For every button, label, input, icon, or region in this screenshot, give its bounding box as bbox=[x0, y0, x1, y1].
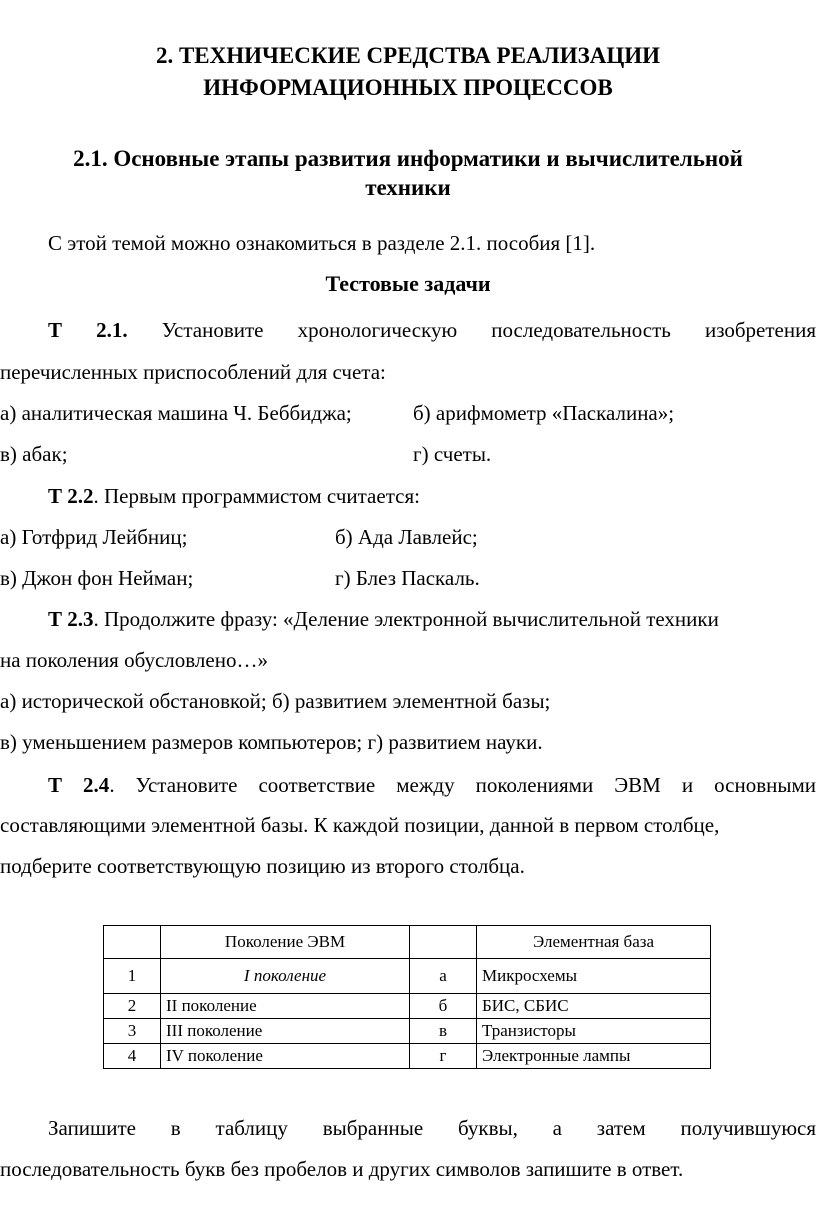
t22-text: . Первым программистом считается: bbox=[93, 484, 420, 508]
row-number: 4 bbox=[104, 1044, 161, 1069]
t23-options-line1: а) исторической обстановкой; б) развитием элементной базы; bbox=[0, 689, 551, 713]
chapter-title-line1: 2. ТЕХНИЧЕСКИЕ СРЕДСТВА РЕАЛИЗАЦИИ bbox=[155, 43, 661, 68]
t23-text-line1: . Продолжите фразу: «Деление электронной вычислительной техники bbox=[93, 607, 719, 631]
t22-label: Т 2.2 bbox=[48, 484, 94, 508]
final-instruction-line2: последовательность букв без пробелов и других символов запишите в ответ. bbox=[0, 1157, 684, 1181]
t21-option-b: б) арифмометр «Паскалина»; bbox=[413, 401, 675, 425]
section-title-line2: техники bbox=[365, 175, 451, 200]
final-instruction-line1: Запишите в таблицу выбранные буквы, а затем получившуюся bbox=[48, 1116, 816, 1140]
table-header-row bbox=[104, 926, 711, 959]
t21-label: Т 2.1. bbox=[48, 318, 128, 342]
row-generation: III поколение bbox=[161, 1019, 410, 1044]
t24-text-line2: составляющими элементной базы. К каждой позиции, данной в первом столбце, bbox=[0, 813, 720, 837]
t22-option-a: а) Готфрид Лейбниц; bbox=[0, 525, 188, 549]
t23-label: Т 2.3 bbox=[48, 607, 94, 631]
matching-table bbox=[103, 925, 711, 1069]
row-generation: I поколение bbox=[161, 959, 410, 994]
row-letter: в bbox=[410, 1019, 477, 1044]
table-header-num bbox=[104, 926, 161, 959]
t23-options-line2: в) уменьшением размеров компьютеров; г) развитием науки. bbox=[0, 730, 543, 754]
t22-line bbox=[48, 482, 420, 510]
t21-text-line2: перечисленных приспособлений для счета: bbox=[0, 360, 386, 384]
table-header-letter bbox=[410, 926, 477, 959]
table-row bbox=[104, 994, 711, 1019]
row-letter: а bbox=[410, 959, 477, 994]
t24-text-line3: подберите соответствующую позицию из второго столбца. bbox=[0, 854, 525, 878]
t22-option-c: в) Джон фон Нейман; bbox=[0, 566, 194, 590]
row-element-base: Электронные лампы bbox=[477, 1044, 711, 1069]
t21-option-c: в) абак; bbox=[0, 442, 68, 466]
t21-option-d: г) счеты. bbox=[413, 442, 492, 466]
row-number: 2 bbox=[104, 994, 161, 1019]
table-row bbox=[104, 959, 711, 994]
row-element-base: Транзисторы bbox=[477, 1019, 711, 1044]
t24-label: Т 2.4 bbox=[48, 773, 110, 797]
t23-text-line2: на поколения обусловлено…» bbox=[0, 648, 268, 672]
table-header-generation: Поколение ЭВМ bbox=[161, 926, 410, 959]
t22-option-b: б) Ада Лавлейс; bbox=[335, 525, 478, 549]
intro-text: С этой темой можно ознакомиться в разделе 2.1. пособия [1]. bbox=[48, 231, 596, 255]
row-generation: II поколение bbox=[161, 994, 410, 1019]
t22-option-d: г) Блез Паскаль. bbox=[335, 566, 480, 590]
row-letter: г bbox=[410, 1044, 477, 1069]
tests-title: Тестовые задачи bbox=[325, 271, 491, 296]
row-generation: IV поколение bbox=[161, 1044, 410, 1069]
chapter-title-line2: ИНФОРМАЦИОННЫХ ПРОЦЕССОВ bbox=[203, 75, 613, 100]
t23-line1 bbox=[48, 605, 719, 633]
table-header-element-base: Элементная база bbox=[477, 926, 711, 959]
section-title-line1: 2.1. Основные этапы развития информатики и вычислительной bbox=[73, 146, 743, 171]
row-number: 1 bbox=[104, 959, 161, 994]
table-row bbox=[104, 1019, 711, 1044]
t24-text-line1: . Установите соответствие между поколениями ЭВМ и основными bbox=[109, 773, 816, 797]
t24-line1 bbox=[48, 771, 816, 799]
row-element-base: Микросхемы bbox=[477, 959, 711, 994]
t21-option-a: а) аналитическая машина Ч. Беббиджа; bbox=[0, 401, 352, 425]
t21-line1 bbox=[48, 316, 816, 344]
t21-text-line1: Установите хронологическую последовательность изобретения bbox=[161, 318, 816, 342]
row-element-base: БИС, СБИС bbox=[477, 994, 711, 1019]
row-number: 3 bbox=[104, 1019, 161, 1044]
table-row bbox=[104, 1044, 711, 1069]
row-letter: б bbox=[410, 994, 477, 1019]
